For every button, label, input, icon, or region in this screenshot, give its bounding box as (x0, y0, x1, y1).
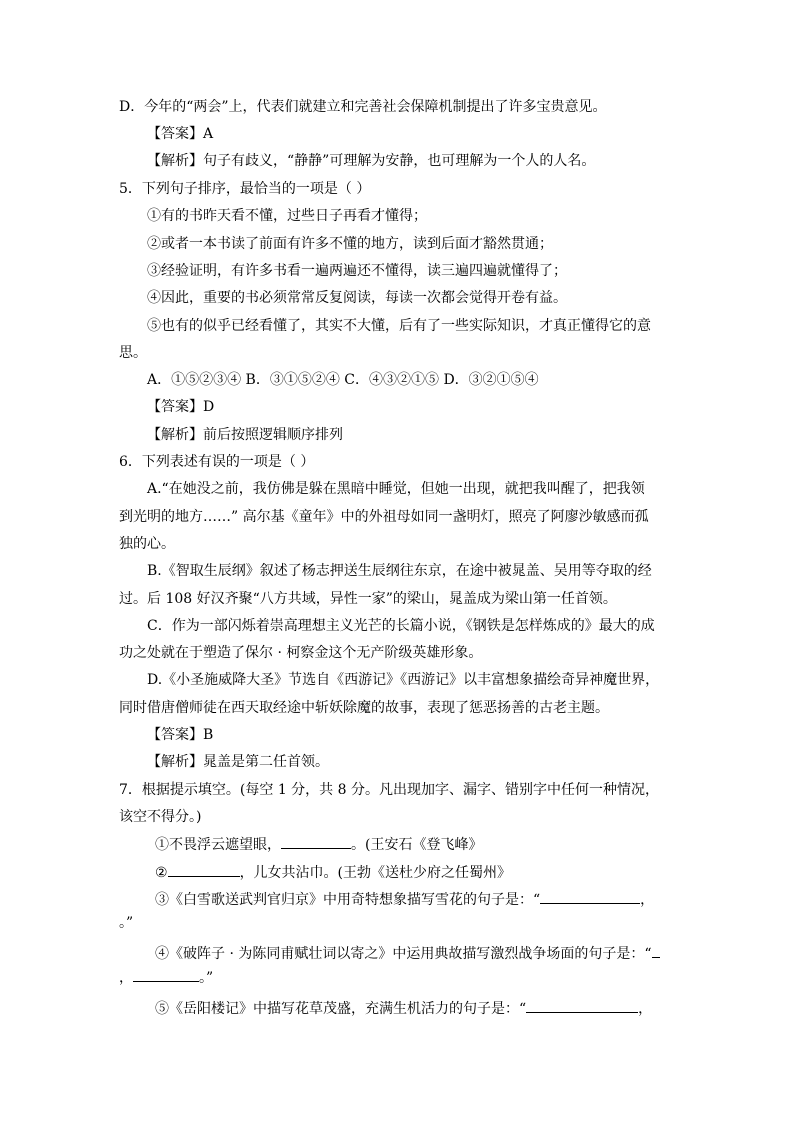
fill-prompt: ③《白雪歌送武判官归京》中用奇特想象描写雪花的句子是：“ (155, 892, 541, 908)
q5-options: A．①⑤②③④ B．③①⑤②④ C．④③②①⑤ D．③②①⑤④ (147, 372, 539, 388)
q7-stem-cont: 该空不得分。) (119, 809, 202, 825)
answer-blank[interactable] (526, 998, 638, 1013)
q6-option-a-cont: 独的心。 (119, 536, 175, 552)
q5-sentence-4: ④因此，重要的书必须常常反复阅读，每读一次都会觉得开卷有益。 (147, 290, 567, 306)
q7-stem: 7．根据提示填空。(每空 1 分，共 8 分。凡出现加字、漏字、错别字中任何一种情况， (119, 782, 659, 798)
q7-fill-4-cont (119, 967, 213, 988)
fill-prompt: ② (155, 865, 168, 881)
fill-source: 。(王安石《登飞峰》 (351, 837, 483, 853)
q6-option-a: A.“在她没之前，我仿佛是躲在黑暗中睡觉，但她一出现，就把我叫醒了，把我领 (147, 481, 645, 497)
fill-sep: ， (638, 1001, 653, 1017)
q6-stem: 6．下列表述有误的一项是（ ） (119, 454, 315, 470)
fill-prompt: ⑤《岳阳楼记》中描写花草茂盛，充满生机活力的句子是：“ (155, 1001, 527, 1017)
fill-end: 。” (119, 915, 134, 931)
q4-option-d: D．今年的“两会”上，代表们就建立和完善社会保障机制提出了许多宝贵意见。 (119, 99, 607, 115)
fill-sep: ， (640, 892, 655, 908)
q6-option-b: B.《智取生辰纲》叙述了杨志押送生辰纲往东京，在途中被晁盖、吴用等夺取的经 (147, 563, 652, 579)
q6-option-d: D.《小圣施威降大圣》节选自《西游记》《西游记》以丰富想象描绘奇异神魔世界， (147, 672, 660, 688)
q6-answer: 【答案】B (147, 727, 214, 743)
answer-blank[interactable] (133, 967, 199, 982)
q5-sentence-5-cont: 思。 (119, 345, 147, 361)
q6-option-a-cont: 到光明的地方……” 高尔基《童年》中的外祖母如同一盏明灯，照亮了阿廖沙敏感而孤 (119, 509, 649, 525)
q7-fill-3-cont (119, 913, 133, 933)
q7-fill-4 (155, 943, 660, 964)
fill-sep: ， (119, 970, 133, 986)
answer-blank[interactable] (540, 889, 640, 904)
q6-explanation: 【解析】晁盖是第二任首领。 (147, 754, 329, 770)
q5-answer: 【答案】D (147, 399, 215, 415)
q6-option-c-cont: 功之处就在于塑造了保尔 · 柯察金这个无产阶级英雄形象。 (119, 645, 483, 661)
fill-source: ，儿女共沾巾。(王勃《送杜少府之任蜀州》 (239, 865, 512, 881)
q7-fill-2 (155, 862, 511, 883)
fill-prompt: ④《破阵子 · 为陈同甫赋壮词以寄之》中运用典故描写激烈战争场面的句子是：“ (155, 946, 652, 962)
q7-fill-1 (155, 834, 482, 855)
q4-answer: 【答案】A (147, 126, 214, 142)
fill-end: 。” (199, 970, 214, 986)
q6-option-c: C．作为一部闪烁着崇高理想主义光芒的长篇小说，《钢铁是怎样炼成的》最大的成 (147, 618, 655, 634)
answer-blank[interactable] (281, 834, 351, 849)
q6-option-b-cont: 过。后 108 好汉齐聚“八方共域，异性一家”的梁山，晁盖成为梁山第一任首领。 (119, 591, 617, 607)
q5-sentence-2: ②或者一本书读了前面有许多不懂的地方，读到后面才豁然贯通； (147, 236, 553, 252)
q5-sentence-3: ③经验证明，有许多书看一遍两遍还不懂得，读三遍四遍就懂得了； (147, 263, 567, 279)
q7-fill-3 (155, 889, 654, 910)
q5-explanation: 【解析】前后按照逻辑顺序排列 (147, 427, 343, 443)
fill-prompt: ①不畏浮云遮望眼， (155, 837, 281, 853)
q4-explanation: 【解析】句子有歧义，“静静”可理解为安静，也可理解为一个人的人名。 (147, 153, 596, 169)
q5-sentence-1: ①有的书昨天看不懂，过些日子再看才懂得； (147, 208, 427, 224)
answer-blank[interactable] (168, 862, 240, 877)
q5-sentence-5: ⑤也有的似乎已经看懂了，其实不大懂，后有了一些实际知识，才真正懂得它的意 (147, 318, 651, 334)
answer-blank[interactable] (652, 943, 660, 958)
q6-option-d-cont: 同时借唐僧师徒在西天取经途中斩妖除魔的故事，表现了惩恶扬善的古老主题。 (119, 700, 609, 716)
q5-stem: 5．下列句子排序，最恰当的一项是（ ） (119, 181, 371, 197)
q7-fill-5 (155, 998, 652, 1019)
